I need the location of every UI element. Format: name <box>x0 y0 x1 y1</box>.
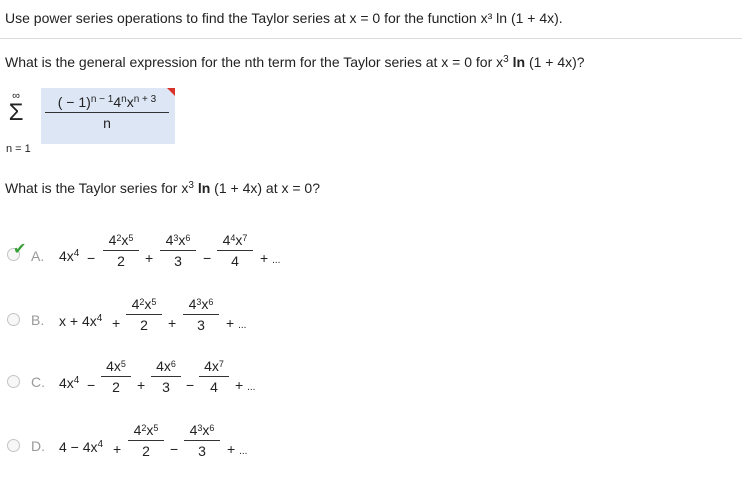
nth-term-answer-box[interactable] <box>41 88 175 144</box>
option-a-frac1: $\frac{4^2x^5}{2}$ <box>103 232 139 269</box>
option-letter: A. <box>31 248 45 264</box>
option-a-frac2: $\frac{4^3x^6}{3}$ <box>160 232 196 269</box>
question-1-prompt: What is the general expression for the nth term for the Taylor series at x = 0 for $x^3$ ln (1 + 4x)? <box>5 54 585 70</box>
option-letter: B. <box>31 312 45 328</box>
op-plus: + <box>145 250 154 266</box>
radio-icon[interactable] <box>7 313 20 326</box>
option-a-frac3: $\frac{4^4x^7}{4}$ <box>217 232 253 269</box>
op-plus: + <box>168 315 177 331</box>
option-c-frac3: $\frac{4x^7}{4}$ <box>199 358 229 395</box>
divider <box>0 38 742 39</box>
option-b-frac2: $\frac{4^3x^6}{3}$ <box>183 296 219 333</box>
op-minus: − <box>170 441 179 457</box>
op-minus: − <box>87 377 96 393</box>
op-minus: − <box>186 377 195 393</box>
problem-statement: Use power series operations to find the Taylor series at x = 0 for the function x³ ln (1 + 4x). <box>5 10 563 26</box>
op-minus: − <box>87 250 96 266</box>
option-letter: C. <box>31 374 45 390</box>
summation-lower-bound: n = 1 <box>6 143 31 155</box>
option-a-term1: $4x^4$ <box>59 248 80 264</box>
nth-term-fraction: ( − $1)^{n - 1}4^nx^{n + 3}$ n <box>45 94 169 131</box>
option-c-term1: $4x^4$ <box>59 375 80 391</box>
op-plus: + <box>112 315 121 331</box>
op-plus-ellipsis: + ... <box>227 441 248 457</box>
radio-icon[interactable] <box>7 375 20 388</box>
option-letter: D. <box>31 438 45 454</box>
option-d-frac2: $\frac{4^3x^6}{3}$ <box>184 422 220 459</box>
summation-symbol: ∞ Σ <box>8 90 24 126</box>
op-plus-ellipsis: + ... <box>226 315 247 331</box>
op-plus-ellipsis: + ... <box>235 377 256 393</box>
option-c-frac2: $\frac{4x^6}{3}$ <box>151 358 181 395</box>
option-b-frac1: $\frac{4^2x^5}{2}$ <box>126 296 162 333</box>
op-plus-ellipsis: + ... <box>260 250 281 266</box>
option-b-term1: $x + 4x^4$ <box>59 313 103 329</box>
op-minus: − <box>203 250 212 266</box>
op-plus: + <box>113 441 122 457</box>
option-d-term1: $4 - 4x^4$ <box>59 439 104 455</box>
option-d-frac1: $\frac{4^2x^5}{2}$ <box>128 422 164 459</box>
question-2-prompt: What is the Taylor series for $x^3$ ln (1 + 4x) at x = 0? <box>5 180 321 196</box>
radio-icon[interactable] <box>7 439 20 452</box>
checkmark-icon: ✔ <box>13 241 27 258</box>
op-plus: + <box>137 377 146 393</box>
option-c-frac1: $\frac{4x^5}{2}$ <box>101 358 131 395</box>
